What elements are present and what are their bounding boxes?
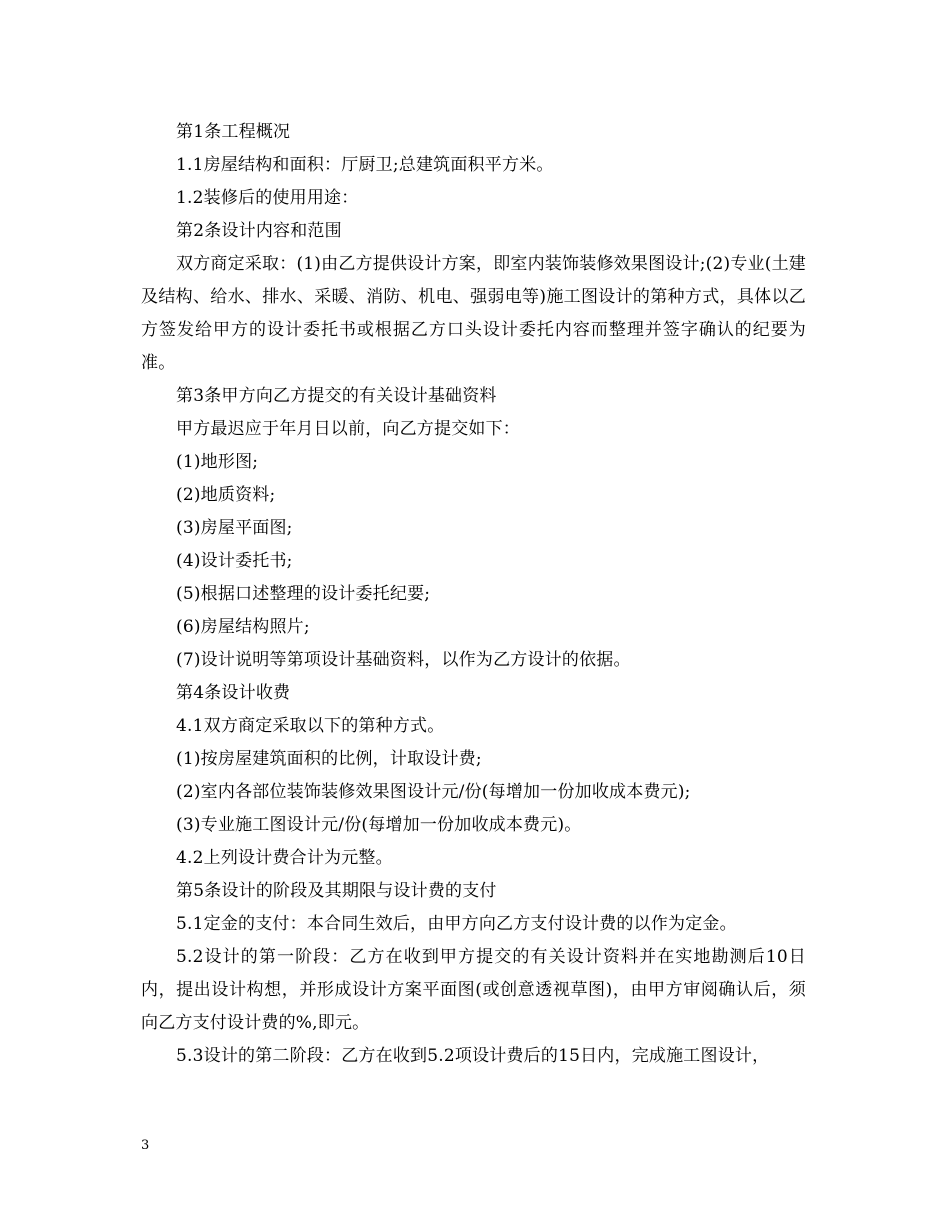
document-body bbox=[141, 116, 806, 1073]
clause-3-intro-paragraph: 甲方最迟应于年月日以前，向乙方提交如下： bbox=[176, 419, 520, 439]
clause-3-item-4: (4)设计委托书; bbox=[176, 551, 293, 571]
clause-5-1-paragraph: 5.1定金的支付：本合同生效后，由甲方向乙方支付设计费的以作为定金。 bbox=[176, 914, 737, 934]
clause-4-item-2: (2)室内各部位装饰装修效果图设计元/份(每增加一份加收成本费元); bbox=[176, 782, 691, 802]
clause-4-item-3: (3)专业施工图设计元/份(每增加一份加收成本费元)。 bbox=[176, 815, 582, 835]
clause-3-item-1: (1)地形图; bbox=[176, 452, 259, 472]
clause-4-1-paragraph: 4.1双方商定采取以下的第种方式。 bbox=[176, 716, 445, 736]
clause-3-item-5: (5)根据口述整理的设计委托纪要; bbox=[176, 584, 431, 604]
clause-3-heading: 第3条甲方向乙方提交的有关设计基础资料 bbox=[176, 386, 497, 406]
clause-3-item-6: (6)房屋结构照片; bbox=[176, 617, 310, 637]
clause-5-2-paragraph: 5.2设计的第一阶段：乙方在收到甲方提交的有关设计资料并在实地勘测后10日内，提出设计构想，并形成设计方案平面图(或创意透视草图)，由甲方审阅确认后，须向乙方支付设计费的%,即元。 bbox=[141, 947, 806, 1033]
clause-2-body-paragraph: 双方商定采取：(1)由乙方提供设计方案，即室内装饰装修效果图设计;(2)专业(土建及结构、给水、排水、采暖、消防、机电、强弱电等)施工图设计的第种方式，具体以乙方签发给甲方的设计委托书或根据乙方口头设计委托内容而整理并签字确认的纪要为准。 bbox=[141, 254, 806, 373]
clause-4-heading: 第4条设计收费 bbox=[176, 683, 291, 703]
clause-1-2-paragraph: 1.2装修后的使用用途： bbox=[176, 188, 359, 208]
clause-4-item-1: (1)按房屋建筑面积的比例，计取设计费; bbox=[176, 749, 482, 769]
clause-2-heading: 第2条设计内容和范围 bbox=[176, 221, 342, 241]
clause-5-heading: 第5条设计的阶段及其期限与设计费的支付 bbox=[176, 881, 497, 901]
clause-4-2-paragraph: 4.2上列设计费合计为元整。 bbox=[176, 848, 393, 868]
clause-3-item-2: (2)地质资料; bbox=[176, 485, 276, 505]
clause-1-1-paragraph: 1.1房屋结构和面积：厅厨卫;总建筑面积平方米。 bbox=[176, 155, 554, 175]
clause-3-item-7: (7)设计说明等第项设计基础资料，以作为乙方设计的依据。 bbox=[176, 650, 631, 670]
page-number: 3 bbox=[141, 1138, 150, 1153]
clause-5-3-paragraph: 5.3设计的第二阶段：乙方在收到5.2项设计费后的15日内，完成施工图设计， bbox=[176, 1046, 770, 1066]
clause-3-item-3: (3)房屋平面图; bbox=[176, 518, 293, 538]
clause-1-heading: 第1条工程概况 bbox=[176, 122, 291, 142]
